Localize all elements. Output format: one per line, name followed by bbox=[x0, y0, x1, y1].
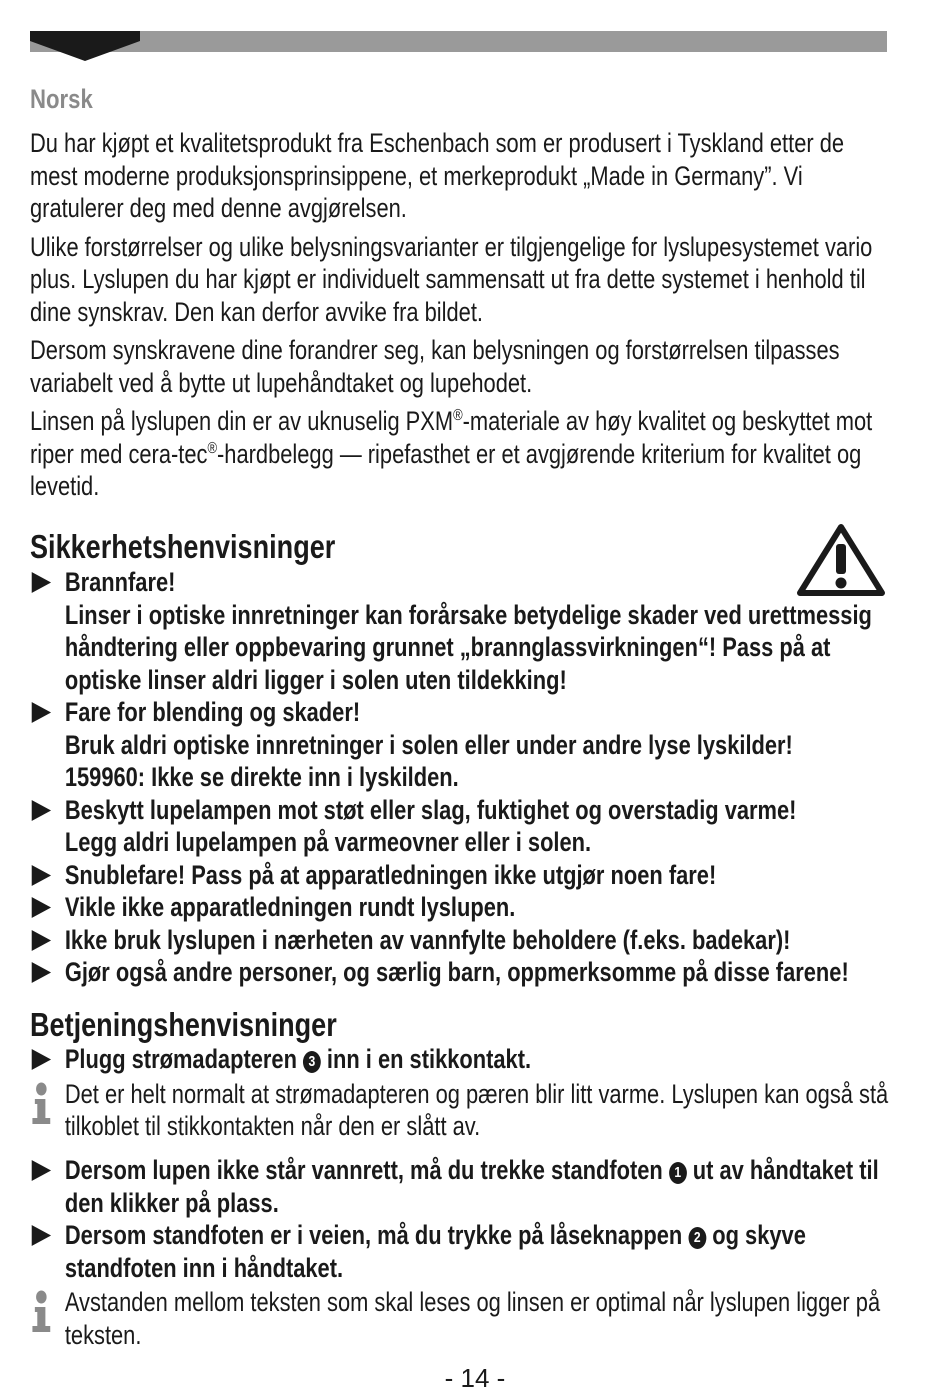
item-line: Linser i optiske innretninger kan forårsake betydelige skader ved urettmessig håndtering eller oppbevaring grunnet „brannglassvirkningen“! Pass på at optiske linser aldri ligger i solen uten tildekking! bbox=[64, 599, 872, 695]
bullet-triangle-icon bbox=[32, 930, 51, 951]
note-text: Avstanden mellom teksten som skal leses og linsen er optimal når lyslupen ligger på teksten. bbox=[64, 1287, 881, 1350]
bullet-triangle-icon bbox=[32, 897, 51, 918]
text-span: -materiale av høy kvalitet og beskyttet mot riper med cera-tec bbox=[30, 406, 873, 469]
item-text: inn i en stikkontakt. bbox=[326, 1044, 532, 1074]
item-line: Legg aldri lupelampen på varmeovner eller i solen. bbox=[64, 827, 592, 857]
bullet-triangle-icon bbox=[32, 962, 51, 983]
item-line: 159960: Ikke se direkte inn i lyskilden. bbox=[64, 762, 459, 792]
intro-paragraph: Du har kjøpt et kvalitetsprodukt fra Eschenbach som er produsert i Tyskland etter de mest moderne produksjonsprinsippene, et merkeprodukt „Made in Germany”. Vi gratulerer deg med denne avgjørelsen. bbox=[30, 128, 845, 223]
bullet-triangle-icon bbox=[32, 865, 51, 886]
number-badge: 2 bbox=[688, 1227, 706, 1249]
item-text: Plugg strømadapteren bbox=[64, 1044, 297, 1074]
item-text: Dersom lupen ikke står vannrett, må du trekke standfoten bbox=[64, 1155, 663, 1185]
item-line: Snublefare! Pass på at apparatledningen ikke utgjør noen fare! bbox=[64, 859, 717, 890]
operation-heading: Betjeningshenvisninger bbox=[30, 1006, 337, 1043]
item-text: og skyve standfoten inn i håndtaket. bbox=[64, 1220, 806, 1283]
intro-paragraph bbox=[30, 405, 889, 503]
info-icon bbox=[30, 1082, 53, 1132]
item-text: ut av håndtaket til den klikker på plass. bbox=[64, 1155, 879, 1218]
bullet-triangle-icon bbox=[32, 572, 51, 593]
list-item bbox=[30, 924, 889, 957]
item-text: Dersom standfoten er i veien, må du trykke på låseknappen bbox=[64, 1220, 683, 1250]
bullet-triangle-icon bbox=[32, 1049, 51, 1070]
operation-list bbox=[30, 1043, 889, 1143]
intro-paragraph: Ulike forstørrelser og ulike belysningsvarianter er tilgjengelige for lyslupesystemet vario plus. Lyslupen du har kjøpt er individuelt sammensatt ut fra dette systemet i henhold til dine synskrav. Den kan derfor avvike fra bildet. bbox=[30, 231, 873, 327]
bullet-triangle-icon bbox=[32, 800, 51, 821]
page-number: - 14 - bbox=[444, 1363, 506, 1393]
safety-list bbox=[30, 566, 889, 989]
list-item bbox=[30, 566, 889, 696]
bullet-triangle-icon bbox=[32, 1225, 51, 1246]
text-span: Linsen på lyslupen din er av uknuselig PXM bbox=[30, 406, 454, 436]
number-badge: 1 bbox=[669, 1162, 687, 1184]
intro-section bbox=[30, 127, 889, 509]
language-heading: Norsk bbox=[30, 84, 93, 114]
header-bar bbox=[30, 31, 887, 52]
item-line: Vikle ikke apparatledningen rundt lyslupen. bbox=[64, 892, 516, 922]
header-notch-icon bbox=[30, 31, 140, 61]
operation-list bbox=[30, 1154, 889, 1351]
item-line: Ikke bruk lyslupen i nærheten av vannfylte beholdere (f.eks. badekar)! bbox=[64, 924, 791, 955]
item-line: Bruk aldri optiske innretninger i solen eller under andre lyse lyskilder! bbox=[64, 729, 793, 760]
safety-heading: Sikkerhetshenvisninger bbox=[30, 528, 336, 565]
item-line: Gjør også andre personer, og særlig barn, oppmerksomme på disse farene! bbox=[64, 957, 849, 987]
bullet-triangle-icon bbox=[32, 1160, 51, 1181]
note-text: Det er helt normalt at strømadapteren og pæren blir litt varme. Lyslupen kan også stå tilkoblet til stikkontakten når den er slått av. bbox=[64, 1078, 889, 1141]
registered-mark: ® bbox=[453, 407, 463, 424]
info-note bbox=[30, 1078, 889, 1143]
item-line: Beskytt lupelampen mot støt eller slag, fuktighet og overstadig varme! bbox=[64, 794, 797, 825]
list-item bbox=[30, 1043, 889, 1076]
bullet-triangle-icon bbox=[32, 702, 51, 723]
registered-mark: ® bbox=[207, 439, 218, 457]
item-line: Fare for blending og skader! bbox=[64, 697, 361, 727]
list-item bbox=[30, 696, 889, 794]
list-item bbox=[30, 794, 889, 859]
item-line: Brannfare! bbox=[64, 567, 176, 597]
list-item bbox=[30, 956, 889, 989]
list-item bbox=[30, 859, 889, 892]
intro-paragraph: Dersom synskravene dine forandrer seg, kan belysningen og forstørrelsen tilpasses variabelt ved å bytte ut lupehåndtaket og lupehodet. bbox=[30, 335, 840, 398]
text-span: -hardbelegg — ripefasthet er et avgjørende kriterium for kvalitet og levetid. bbox=[30, 438, 862, 501]
list-item bbox=[30, 1219, 889, 1284]
info-icon bbox=[30, 1290, 53, 1340]
list-item bbox=[30, 1154, 889, 1219]
list-item bbox=[30, 891, 889, 924]
number-badge: 3 bbox=[303, 1051, 321, 1073]
info-note bbox=[30, 1286, 889, 1351]
